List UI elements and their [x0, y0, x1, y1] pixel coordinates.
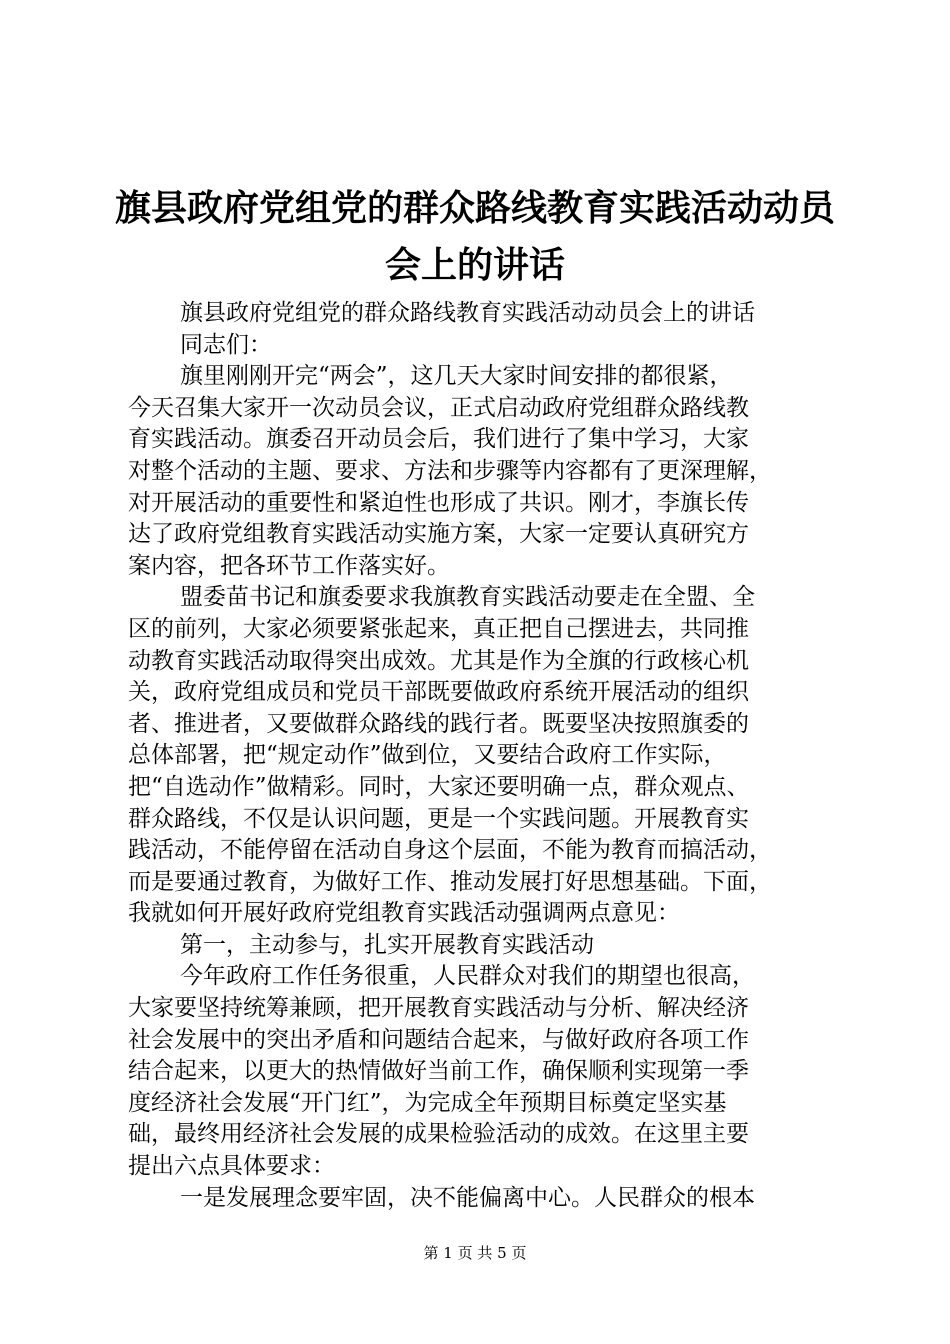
body-text-line: 把“自选动作”做精彩。同时，大家还要明确一点，群众观点、: [128, 773, 750, 800]
body-text-line: 结合起来，以更大的热情做好当前工作，确保顺利实现第一季: [128, 1058, 749, 1085]
body-text-line: 盟委苗书记和旗委要求我旗教育实践活动要走在全盟、全: [180, 584, 755, 611]
body-text-line: 动教育实践活动取得突出成效。尤其是作为全旗的行政核心机: [128, 647, 749, 674]
body-text-line: 践活动，不能停留在活动自身这个层面，不能为教育而搞活动，: [128, 837, 772, 864]
body-text-line: 一是发展理念要牢固，决不能偏离中心。人民群众的根本: [180, 1184, 755, 1211]
body-text-line: 社会发展中的突出矛盾和问题结合起来，与做好政府各项工作: [128, 1026, 749, 1053]
body-text-line: 今年政府工作任务很重，人民群众对我们的期望也很高，: [180, 963, 755, 990]
body-text-line: 对整个活动的主题、要求、方法和步骤等内容都有了更深理解，: [128, 457, 772, 484]
body-text-line: 度经济社会发展“开门红”，为完成全年预期目标奠定坚实基: [128, 1089, 727, 1116]
body-text-line: 案内容，把各环节工作落实好。: [128, 552, 450, 579]
document-title-line-1: 旗县政府党组党的群众路线教育实践活动动员: [114, 187, 835, 229]
body-text-line: 区的前列，大家必须要紧张起来，真正把自己摆进去，共同推: [128, 615, 749, 642]
body-text-line: 总体部署，把“规定动作”做到位，又要结合政府工作实际，: [128, 742, 727, 769]
body-text-line: 础，最终用经济社会发展的成果检验活动的成效。在这里主要: [128, 1121, 749, 1148]
body-text-line: 大家要坚持统筹兼顾，把开展教育实践活动与分析、解决经济: [128, 995, 749, 1022]
page-footer: 第 1 页 共 5 页: [423, 1244, 527, 1262]
body-text-line: 同志们：: [180, 331, 272, 358]
body-text-line: 育实践活动。旗委召开动员会后，我们进行了集中学习，大家: [128, 426, 749, 453]
document-body: [128, 298, 828, 1214]
body-text-line: 第一，主动参与，扎实开展教育实践活动: [180, 931, 594, 958]
body-text-line: 者、推进者，又要做群众路线的践行者。既要坚决按照旗委的: [128, 710, 749, 737]
body-text-line: 对开展活动的重要性和紧迫性也形成了共识。刚才，李旗长传: [128, 489, 749, 516]
body-text-line: 旗里刚刚开完“两会”，这几天大家时间安排的都很紧，: [180, 363, 733, 390]
document-title-line-2: 会上的讲话: [384, 244, 565, 286]
body-text-line: 旗县政府党组党的群众路线教育实践活动动员会上的讲话: [180, 300, 755, 326]
body-text-line: 达了政府党组教育实践活动实施方案，大家一定要认真研究方: [128, 521, 749, 548]
body-text-line: 群众路线，不仅是认识问题，更是一个实践问题。开展教育实: [128, 805, 749, 832]
body-text-line: 而是要通过教育，为做好工作、推动发展打好思想基础。下面，: [128, 868, 772, 895]
body-text-line: 关，政府党组成员和党员干部既要做政府系统开展活动的组织: [128, 679, 749, 706]
body-text-line: 提出六点具体要求：: [128, 1153, 335, 1180]
body-text-line: 我就如何开展好政府党组教育实践活动强调两点意见：: [128, 900, 680, 927]
body-text-line: 今天召集大家开一次动员会议，正式启动政府党组群众路线教: [128, 394, 749, 421]
